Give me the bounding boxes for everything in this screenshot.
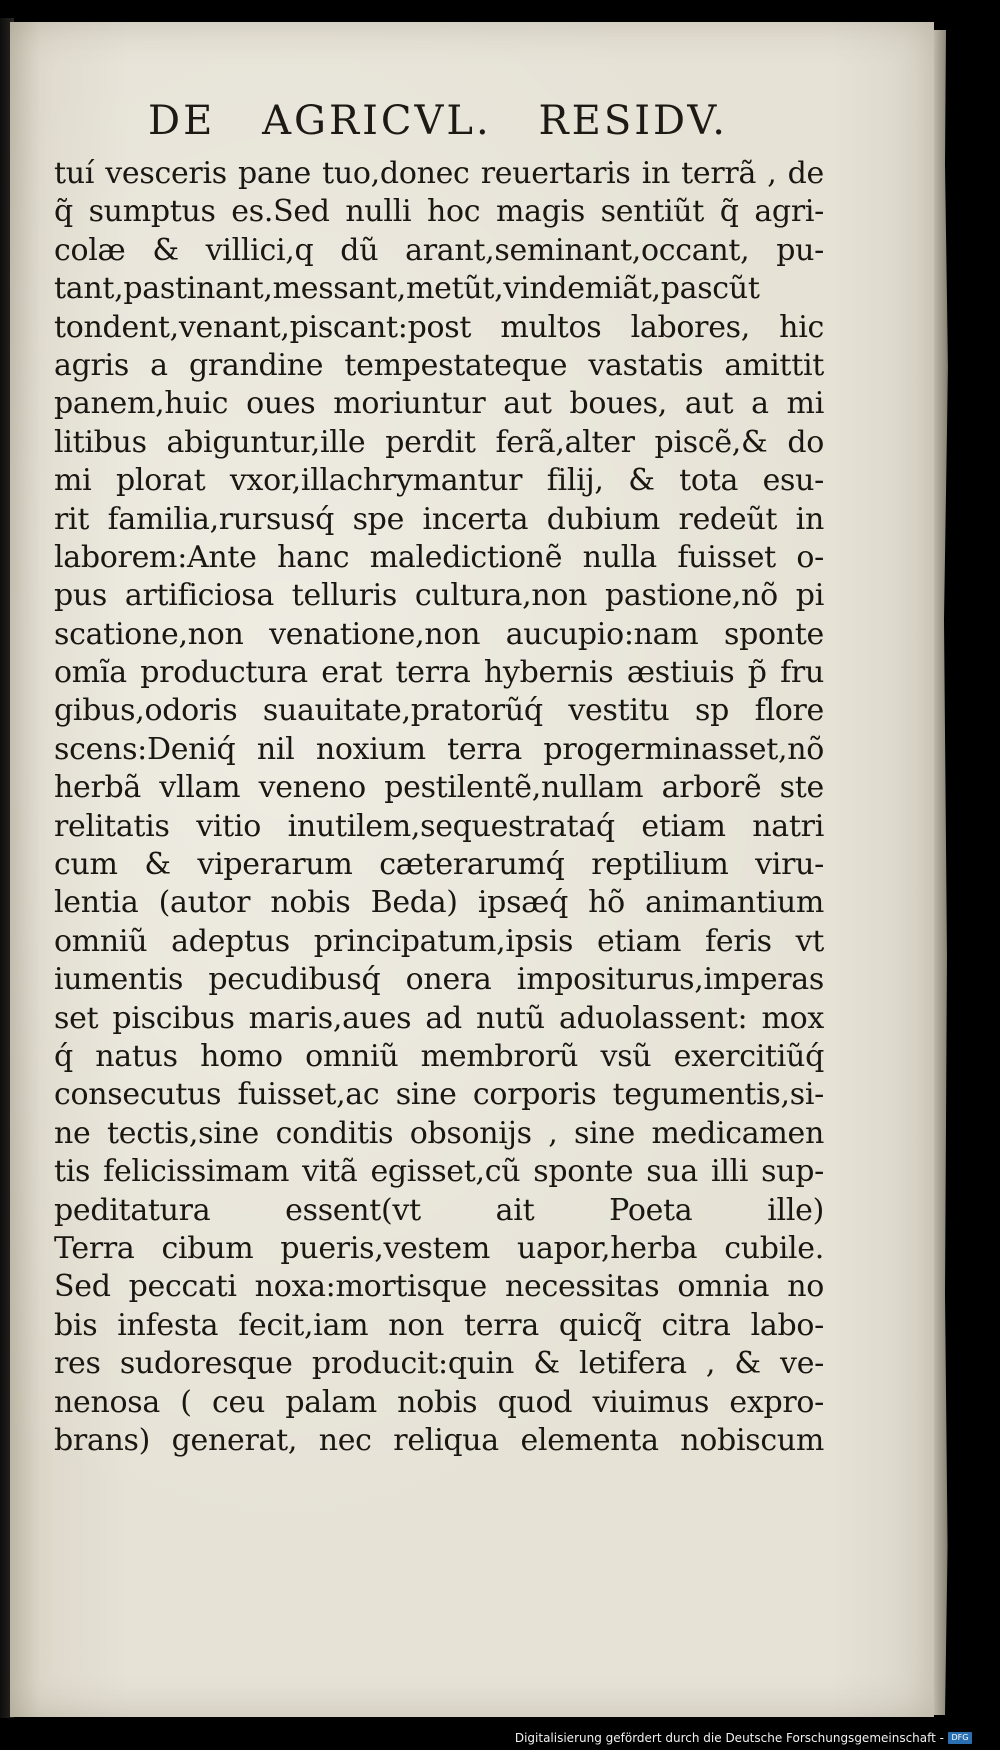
text-line: q̃ sumptus es.Sed nulli hoc magis sentiũt q̃ agri-	[54, 194, 824, 230]
running-head-right: RESIDV.	[538, 98, 728, 144]
text-line: set piscibus maris,aues ad nutũ aduolassent: mox	[54, 1000, 824, 1036]
text-line: gibus,odoris suauitate,pratorũq́ vestitu sp flore	[54, 693, 824, 729]
body-text	[54, 155, 824, 1460]
text-line: scens:Deniq́ nil noxium terra progerminasset,nõ	[54, 731, 824, 767]
text-line: tondent,venant,piscant:post multos labores, hic	[54, 309, 824, 345]
text-line: laborem:Ante hanc maledictionẽ nulla fuisset o-	[54, 539, 824, 575]
text-line: scatione,non venatione,non aucupio:nam sponte	[54, 616, 824, 652]
dfg-logo: DFG	[948, 1732, 972, 1744]
text-line: Sed peccati noxa:mortisque necessitas omnia no	[54, 1269, 824, 1305]
text-line: colæ & villici,q dũ arant,seminant,occant, pu-	[54, 232, 824, 268]
text-line: rit familia,rursusq́ spe incerta dubium redeũt in	[54, 501, 824, 537]
text-line: omĩa productura erat terra hybernis æstiuis p̃ fru	[54, 655, 824, 691]
running-head	[148, 95, 728, 147]
text-line: tuí vesceris pane tuo,donec reuertaris in terrã , de	[54, 156, 824, 191]
text-line: tis felicissimam vitã egisset,cũ sponte sua illi sup-	[54, 1154, 824, 1190]
page-right-edge	[934, 30, 954, 1715]
text-line: res sudoresque producit:quin & letifera , & ve-	[54, 1346, 824, 1382]
text-line: peditatura essent(vt ait Poeta ille)	[54, 1192, 824, 1228]
running-head-center: AGRICVL.	[262, 98, 492, 144]
text-line: herbã vllam veneno pestilentẽ,nullam arborẽ ste	[54, 770, 824, 806]
text-line: q́ natus homo omniũ membrorũ vsũ exercitiũq́	[54, 1038, 824, 1074]
text-line: iumentis pecudibusq́ onera impositurus,imperas	[54, 962, 824, 998]
text-line: omniũ adeptus principatum,ipsis etiam feris vt	[54, 923, 824, 959]
text-line: agris a grandine tempestateque vastatis amittit	[54, 347, 824, 383]
text-line: mi plorat vxor,illachrymantur filij, & tota esu-	[54, 463, 824, 499]
text-line: pus artificiosa telluris cultura,non pastione,nõ pi	[54, 578, 824, 614]
text-line: bis infesta fecit,iam non terra quicq̃ citra labo-	[54, 1307, 824, 1343]
text-line: nenosa ( ceu palam nobis quod viuimus expro-	[54, 1384, 824, 1420]
text-line: tant,pastinant,messant,metũt,vindemiãt,pascũt	[54, 271, 760, 307]
text-line: brans) generat, nec reliqua elementa nobiscum	[54, 1422, 824, 1458]
running-head-left: DE	[148, 98, 216, 144]
text-line: Terra cibum pueris,vestem uapor,herba cubile.	[54, 1230, 824, 1266]
footer-credit-text: Digitalisierung gefördert durch die Deutsche Forschungsgemeinschaft -	[514, 1731, 944, 1745]
text-line: lentia (autor nobis Beda) ipsæq́ hõ animantium	[54, 885, 824, 921]
text-line: ne tectis,sine conditis obsonijs , sine medicamen	[54, 1115, 824, 1151]
text-line: litibus abiguntur,ille perdit ferã,alter piscẽ,& do	[54, 424, 824, 460]
text-line: cum & viperarum cæterarumq́ reptilium viru-	[54, 847, 824, 883]
text-line: panem,huic oues moriuntur aut boues, aut a mi	[54, 386, 824, 422]
text-line: relitatis vitio inutilem,sequestrataq́ etiam natri	[54, 808, 824, 844]
footer-credit	[515, 1729, 972, 1747]
text-line: consecutus fuisset,ac sine corporis tegumentis,si-	[54, 1077, 824, 1113]
